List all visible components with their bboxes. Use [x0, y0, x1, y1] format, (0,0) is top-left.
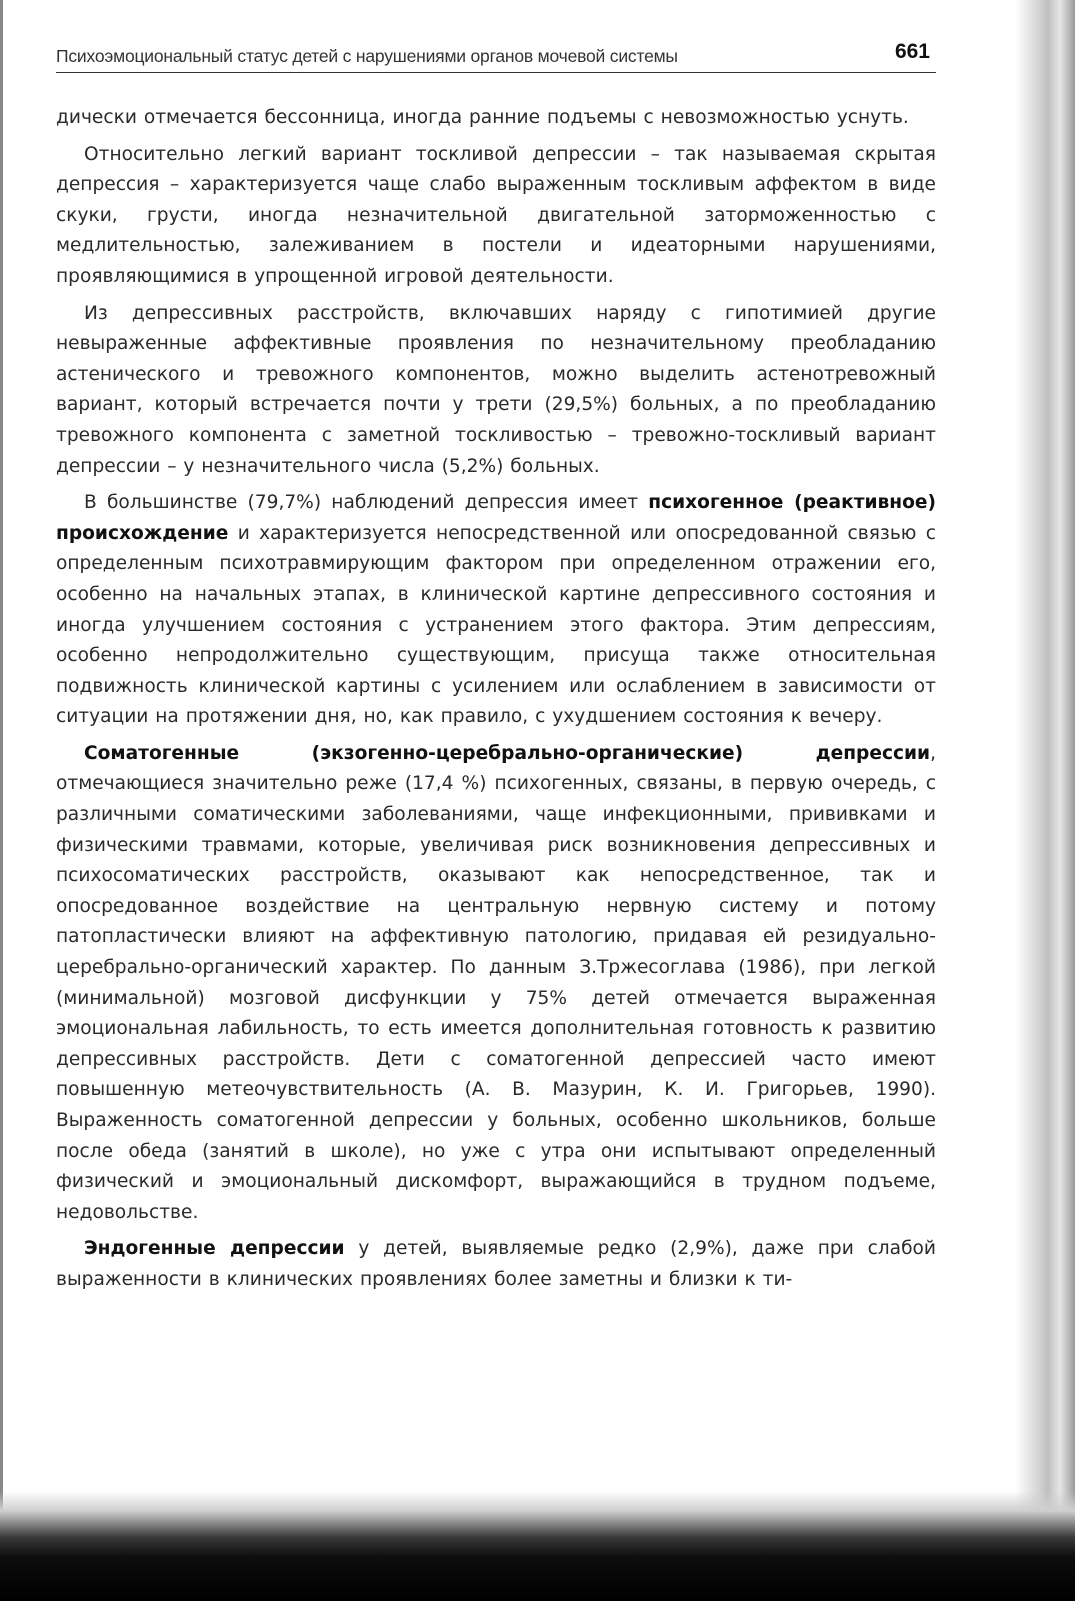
- book-page: [56, 38, 936, 1302]
- bold-term: психогенное (реактивное) происхождение: [56, 492, 936, 544]
- body-text: [56, 103, 936, 1296]
- paragraph-text: Относительно легкий вариант тоскливой депрессии – так называемая скрытая депрессия – характеризуется чаще слабо выраженным тоскливым аффектом в виде скуки, грусти, иногда незначительной двигательной заторможенностью с медлительностью, залеживанием в постели и идеаторными нарушениями, проявляющимися в упрощенной игровой деятельности.: [56, 143, 936, 287]
- paragraph: [56, 739, 936, 1229]
- page-number: 661: [894, 40, 930, 63]
- bold-term: Эндогенные депрессии: [84, 1238, 345, 1260]
- running-header: [56, 38, 936, 73]
- paragraph: [56, 488, 936, 733]
- paragraph: [56, 1234, 936, 1295]
- paragraph-text: и характеризуется непосредственной или опосредованной связью с определенным психотравмирующим фактором при определенном отражении его, особенно на начальных этапах, в клинической картине депрессивного состояния и иногда улучшением состояния с устранением этого фактора. Этим депрессиям, особенно непродолжительно существующим, присуща также относительная подвижность клинической картины с усилением или ослаблением в зависимости от ситуации на протяжении дня, но, как правило, с ухудшением состояния к вечеру.: [56, 522, 936, 728]
- paragraph-text: дически отмечается бессонница, иногда ранние подъемы с невозможностью уснуть.: [56, 107, 909, 128]
- paragraph: [56, 140, 936, 293]
- paragraph: [56, 299, 936, 483]
- paragraph-text: у детей, выявляемые редко (2,9%), даже при слабой выраженности в клинических проявлениях более заметны и близки к ти-: [56, 1238, 936, 1290]
- paragraph-text: Из депрессивных расстройств, включавших наряду с гипотимией другие невыраженные аффективные проявления по незначительному преобладанию астенического и тревожного компонентов, можно выделить астенотревожный вариант, который встречается почти у трети (29,5%) больных, а по преобладанию тревожного компонента с заметной тоскливостью – тревожно-тоскливый вариант депрессии – у незначительного числа (5,2%) больных.: [56, 302, 936, 477]
- scan-bottom-shadow: [0, 1491, 1075, 1601]
- page-left-edge: [0, 0, 3, 1601]
- paragraph-text: , отмечающиеся значительно реже (17,4 %) психогенных, связаны, в первую очередь, с различными соматическими заболеваниями, чаще инфекционными, прививками и физическими травмами, которые, увеличивая риск возникновения депрессивных и психосоматических расстройств, оказывают как непосредственное, так и опосредованное воздействие на центральную нервную систему и потому патопластически влияют на аффективную патологию, придавая ей резидуально-церебрально-органический характер. По данным З.Тржесоглава (1986), при легкой (минимальной) мозговой дисфункции у 75% детей отмечается выраженная эмоциональная лабильность, то есть имеется дополнительная готовность к развитию депрессивных расстройств. Дети с соматогенной депрессией часто имеют повышенную метеочувствительность (А. В. Мазурин, К. И. Григорьев, 1990). Выраженность соматогенной депрессии у больных, особенно школьников, больше после обеда (занятий в школе), но уже с утра они испытывают определенный физический и эмоциональный дискомфорт, выражающийся в трудном подъеме, недовольстве.: [56, 742, 936, 1223]
- bold-term: Соматогенные (экзогенно-церебрально-органические) депрессии: [84, 742, 931, 764]
- paragraph: [56, 103, 936, 134]
- paragraph-text: В большинстве (79,7%) наблюдений депрессия имеет: [84, 492, 649, 514]
- book-gutter-shadow: [1015, 0, 1075, 1601]
- running-title: Психоэмоциональный статус детей с нарушениями органов мочевой системы: [56, 46, 678, 66]
